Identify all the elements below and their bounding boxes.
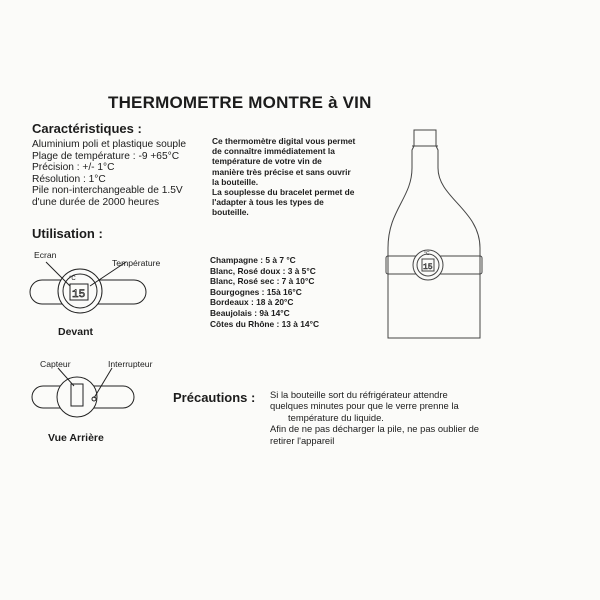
temperature-item: Bordeaux : 18 à 20°C xyxy=(210,297,294,308)
description-line: température de votre vin de xyxy=(212,156,322,167)
bottle-diagram xyxy=(382,128,502,368)
utilisation-heading: Utilisation : xyxy=(32,226,103,241)
spec-line: Plage de température : -9 +65°C xyxy=(32,150,180,162)
description-line: de connaître immédiatement la xyxy=(212,146,335,157)
precaution-line: température du liquide. xyxy=(288,411,384,423)
caracteristiques-heading: Caractéristiques : xyxy=(32,121,142,136)
description-line: La souplesse du bracelet permet de xyxy=(212,187,355,198)
front-unit: °C xyxy=(69,276,76,282)
caption-vue-arriere: Vue Arrière xyxy=(48,432,104,444)
caption-devant: Devant xyxy=(58,326,94,338)
label-temperature: Température xyxy=(112,258,161,268)
wine-temperatures-list xyxy=(210,255,319,329)
spec-line: d'une durée de 2000 heures xyxy=(32,196,160,208)
temperature-item: Blanc, Rosé doux : 3 à 5°C xyxy=(210,265,316,276)
document-title: THERMOMETRE MONTRE à VIN xyxy=(108,93,372,112)
front-digits: 15 xyxy=(72,289,86,301)
description-line: l'adapter à tous les types de xyxy=(212,197,324,208)
watch-back-diagram xyxy=(30,368,180,438)
bottle-unit: °C xyxy=(424,251,430,257)
precaution-line: retirer l'appareil xyxy=(270,434,335,446)
label-capteur: Capteur xyxy=(40,359,71,369)
bottle-outline xyxy=(388,130,480,338)
temperature-item: Blanc, Rosé sec : 7 à 10°C xyxy=(210,276,315,287)
temperature-item: Côtes du Rhône : 13 à 14°C xyxy=(210,318,319,329)
label-ecran: Ecran xyxy=(34,250,57,260)
spec-line: Résolution : 1°C xyxy=(32,173,106,185)
precautions-heading: Précautions : xyxy=(173,390,256,405)
precautions-text xyxy=(270,389,530,446)
watch-front-diagram xyxy=(28,258,178,328)
description-line: manière très précise et sans ouvrir xyxy=(212,166,351,177)
spec-line: Aluminium poli et plastique souple xyxy=(32,139,187,150)
spec-line: Précision : +/- 1°C xyxy=(32,162,115,173)
description-line: la bouteille. xyxy=(212,176,259,187)
label-interrupteur: Interrupteur xyxy=(108,359,153,369)
temperature-item: Bourgognes : 15à 16°C xyxy=(210,286,302,297)
description-line: Ce thermomètre digital vous permet xyxy=(212,136,356,146)
temperature-item: Champagne : 5 à 7 °C xyxy=(210,255,296,265)
precaution-line: Si la bouteille sort du réfrigérateur attendre xyxy=(270,389,448,400)
bottle-digits: 15 xyxy=(423,263,433,272)
specifications-list xyxy=(32,139,186,208)
description-line: bouteille. xyxy=(212,207,249,218)
precaution-line: Afin de ne pas décharger la pile, ne pas oublier de xyxy=(270,423,479,435)
spec-line: Pile non-interchangeable de 1.5V xyxy=(32,185,183,196)
precaution-line: quelques minutes pour que le verre prenne la xyxy=(270,400,459,412)
watch-back-case xyxy=(57,377,97,417)
temperature-item: Beaujolais : 9à 14°C xyxy=(210,307,290,318)
